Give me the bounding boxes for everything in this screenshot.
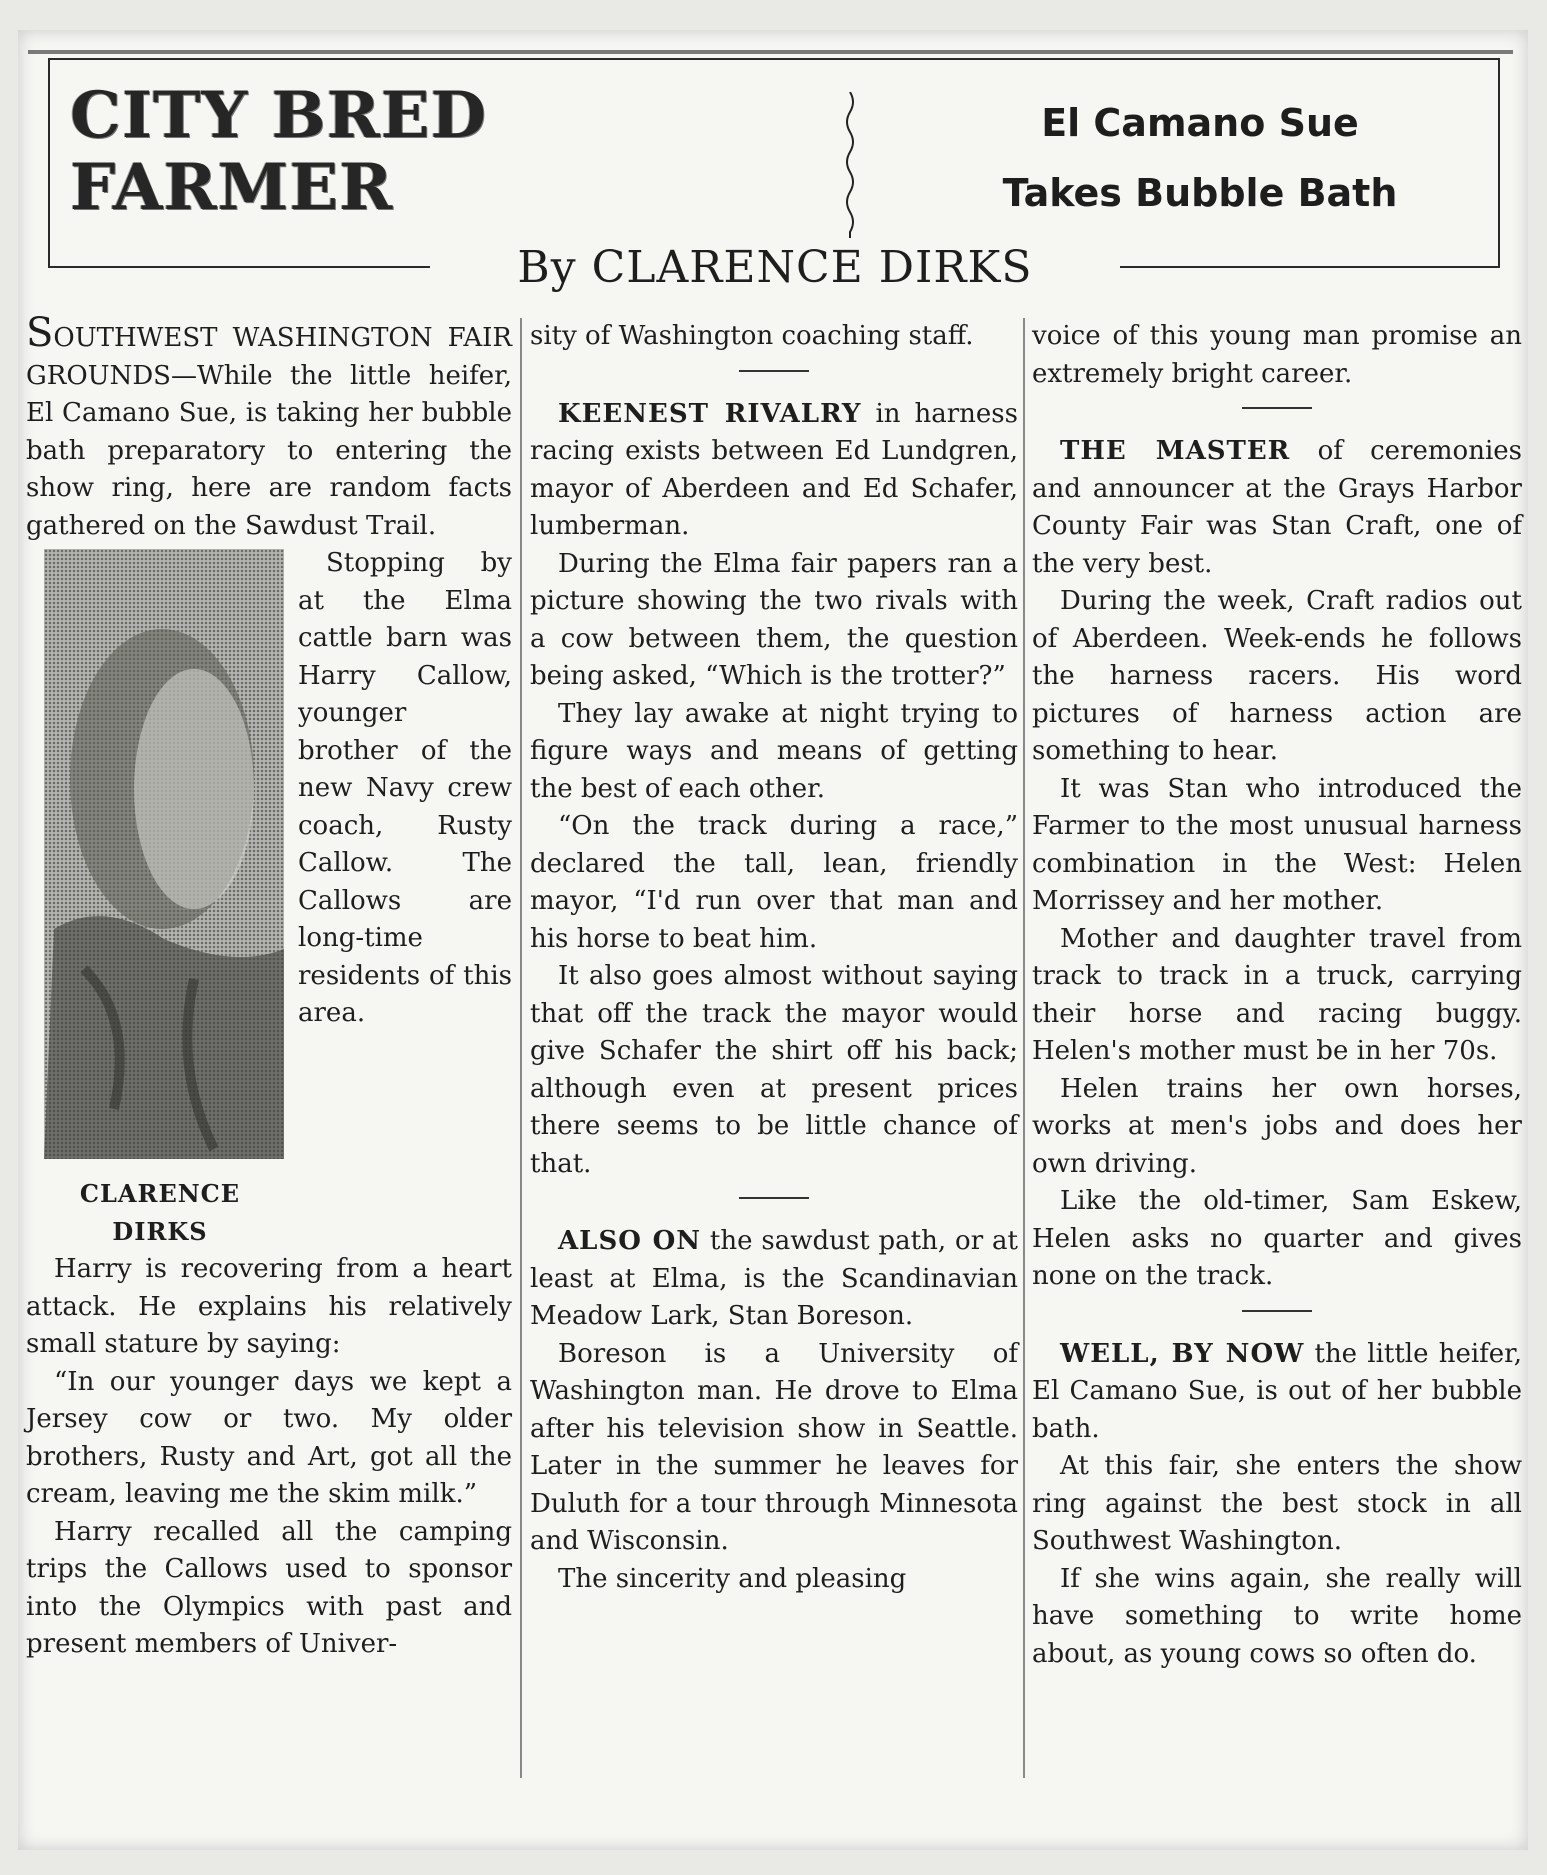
wavy-divider — [840, 92, 860, 242]
paragraph: THE MASTER of ceremonies and announcer at the Grays Harbor County Fair was Stan Craft, one of the very best. — [1032, 436, 1522, 579]
paragraph: Boreson is a University of Washington man. He drove to Elma after his television show in Seattle. Later in the summer he leaves for Duluth for a tour through Minnesota and Wisconsin. — [530, 1338, 1018, 1556]
article-column-2 — [530, 318, 1018, 1598]
paragraph: It was Stan who introduced the Farmer to the most unusual harness combination in the West: Helen Morrissey and her mother. — [1032, 773, 1522, 916]
paragraph: At this fair, she enters the show ring against the best stock in all Southwest Washington. — [1032, 1451, 1522, 1556]
lead-text: OUTHWEST WASHINGTON FAIR GROUNDS—While the little heifer, El Camano Sue, is taking her bubble bath preparatory to entering the show ring, here are random facts gathered on the Sawdust Trail. — [26, 323, 512, 541]
run-in-head: THE MASTER — [1060, 436, 1291, 466]
lead-paragraph — [26, 310, 512, 545]
paragraph: They lay awake at night trying to figure ways and means of getting the best of each other. — [530, 698, 1018, 804]
column-rule-2 — [1023, 318, 1025, 1778]
paragraph: Mother and daughter travel from track to track in a truck, carrying their horse and racing buggy. Helen's mother must be in her 70s. — [1032, 923, 1522, 1066]
section-separator — [1242, 1310, 1312, 1312]
section-separator — [739, 1197, 809, 1199]
headline — [960, 88, 1440, 228]
article-column-3 — [1032, 318, 1522, 1673]
paragraph: Stopping by at the Elma cattle barn was Harry Callow, younger brother of the new Navy crew coach, Rusty Callow. The Callows are long-time residents of this area. — [298, 548, 512, 1028]
top-rule — [28, 50, 1513, 54]
paragraph: It also goes almost without saying that off the track the mayor would give Schafer the shirt off his back; although even at present prices there seems to be little chance of that. — [530, 961, 1018, 1179]
author-portrait-image — [44, 549, 284, 1159]
column-title-line-2: FARMER — [70, 150, 394, 225]
drop-cap: S — [26, 310, 54, 356]
caption-line-1: CLARENCE — [79, 1179, 241, 1208]
author-photo — [44, 549, 284, 1159]
paragraph: KEENEST RIVALRY in harness racing exists between Ed Lundgren, mayor of Aberdeen and Ed Schafer, lumberman. — [530, 398, 1018, 541]
column-title — [70, 80, 490, 224]
section-separator — [739, 370, 809, 372]
run-in-head: KEENEST RIVALRY — [558, 398, 862, 429]
caption-line-2: DIRKS — [112, 1217, 208, 1246]
paragraph: Like the old-timer, Sam Eskew, Helen asks no quarter and gives none on the track. — [1032, 1186, 1522, 1291]
paragraph: ALSO ON the sawdust path, or at least at Elma, is the Scandinavian Meadow Lark, Stan Boreson. — [530, 1226, 1018, 1331]
paragraph: Harry is recovering from a heart attack. He explains his relatively small stature by saying: — [26, 1254, 512, 1359]
paragraph: During the week, Craft radios out of Aberdeen. Week-ends he follows the harness racers. His word pictures of harness action are something to hear. — [1032, 586, 1522, 766]
paragraph: Harry recalled all the camping trips the Callows used to sponsor into the Olympics with past and present members of Univer- — [26, 1516, 512, 1659]
run-in-head: ALSO ON — [558, 1226, 701, 1256]
paragraph: “On the track during a race,” declared the tall, lean, friendly mayor, “I'd run over that man and his horse to beat him. — [530, 811, 1018, 954]
paragraph: WELL, BY NOW the little heifer, El Camano Sue, is out of her bubble bath. — [1032, 1338, 1522, 1444]
run-in-head: WELL, BY NOW — [1060, 1338, 1305, 1369]
column-title-line-1: CITY BRED — [70, 78, 488, 153]
paragraph: If she wins again, she really will have something to write home about, as young cows so often do. — [1032, 1563, 1522, 1669]
photo-caption — [70, 1175, 250, 1251]
paragraph: sity of Washington coaching staff. — [530, 321, 974, 351]
column-rule-1 — [520, 318, 522, 1778]
byline: By CLARENCE DIRKS — [430, 238, 1120, 298]
headline-line-1: El Camano Sue — [1041, 101, 1359, 145]
paragraph: “In our younger days we kept a Jersey cow or two. My older brothers, Rusty and Art, got all the cream, leaving me the skim milk.” — [26, 1366, 512, 1509]
headline-line-2: Takes Bubble Bath — [1002, 171, 1398, 215]
paragraph: During the Elma fair papers ran a picture showing the two rivals with a cow between them, the question being asked, “Which is the trotter?” — [530, 548, 1018, 691]
article-column-1 — [26, 310, 512, 1664]
paragraph: voice of this young man promise an extremely bright career. — [1032, 321, 1522, 389]
paragraph: Helen trains her own horses, works at men's jobs and does her own driving. — [1032, 1073, 1522, 1179]
section-separator — [1242, 407, 1312, 409]
paragraph: The sincerity and pleasing — [558, 1563, 907, 1594]
